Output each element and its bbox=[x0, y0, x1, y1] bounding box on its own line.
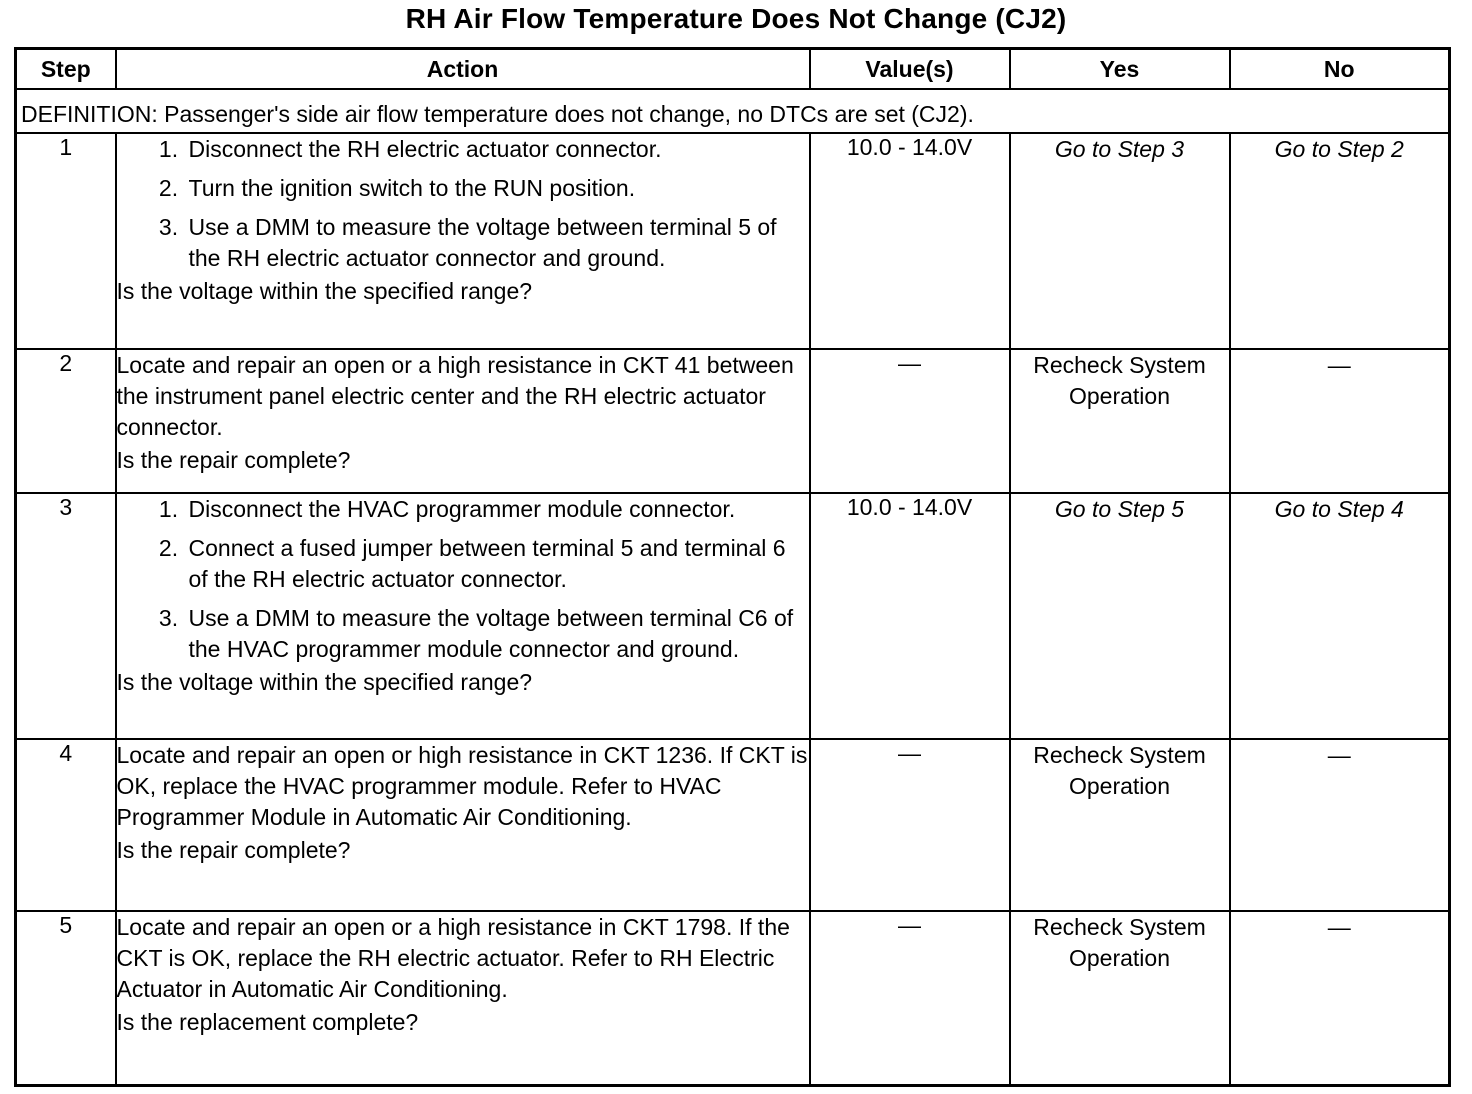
value-cell: — bbox=[810, 349, 1010, 493]
action-cell bbox=[116, 493, 810, 739]
definition-text: DEFINITION: Passenger's side air flow temperature does not change, no DTCs are set (CJ2). bbox=[16, 89, 1450, 133]
yes-cell: Go to Step 3 bbox=[1010, 133, 1230, 349]
value-cell: 10.0 - 14.0V bbox=[810, 493, 1010, 739]
action-text: Locate and repair an open or a high resistance in CKT 1798. If the CKT is OK, replace the RH electric actuator. Refer to RH Electric Actuator in Automatic Air Conditioning. bbox=[116, 914, 790, 1003]
yes-cell: Recheck System Operation bbox=[1010, 349, 1230, 493]
action-item: 3. Use a DMM to measure the voltage between terminal C6 of the HVAC programmer module connector and ground. bbox=[185, 603, 809, 665]
header-no: No bbox=[1230, 49, 1450, 90]
step-number: 4 bbox=[16, 739, 116, 911]
table-row bbox=[16, 349, 1450, 493]
yes-cell: Recheck System Operation bbox=[1010, 739, 1230, 911]
diagnostic-table bbox=[14, 47, 1451, 1087]
action-item: 2. Turn the ignition switch to the RUN position. bbox=[185, 173, 809, 204]
action-list bbox=[117, 494, 809, 665]
action-text: Locate and repair an open or a high resistance in CKT 41 between the instrument panel electric center and the RH electric actuator connector. bbox=[116, 352, 794, 441]
no-cell: Go to Step 2 bbox=[1230, 133, 1450, 349]
no-cell: Go to Step 4 bbox=[1230, 493, 1450, 739]
action-cell bbox=[116, 911, 810, 1085]
action-item: 1. Disconnect the RH electric actuator connector. bbox=[185, 134, 809, 165]
page-title: RH Air Flow Temperature Does Not Change (CJ2) bbox=[405, 3, 1067, 34]
step-number: 2 bbox=[16, 349, 116, 493]
action-item: 3. Use a DMM to measure the voltage between terminal 5 of the RH electric actuator connector and ground. bbox=[185, 212, 809, 274]
no-cell: — bbox=[1230, 911, 1450, 1085]
table-row bbox=[16, 739, 1450, 911]
value-cell: 10.0 - 14.0V bbox=[810, 133, 1010, 349]
yes-cell: Go to Step 5 bbox=[1010, 493, 1230, 739]
action-cell bbox=[116, 133, 810, 349]
no-cell: — bbox=[1230, 349, 1450, 493]
header-yes: Yes bbox=[1010, 49, 1230, 90]
action-question: Is the voltage within the specified range? bbox=[116, 669, 533, 696]
action-list bbox=[117, 134, 809, 274]
table-row bbox=[16, 911, 1450, 1085]
action-question: Is the voltage within the specified range? bbox=[116, 278, 533, 305]
header-row bbox=[16, 49, 1450, 90]
step-number: 3 bbox=[16, 493, 116, 739]
action-cell bbox=[116, 349, 810, 493]
action-question: Is the repair complete? bbox=[116, 837, 351, 864]
action-question: Is the repair complete? bbox=[116, 447, 351, 474]
table-row bbox=[16, 493, 1450, 739]
header-step: Step bbox=[16, 49, 116, 90]
action-cell bbox=[116, 739, 810, 911]
no-cell: — bbox=[1230, 739, 1450, 911]
yes-cell: Recheck System Operation bbox=[1010, 911, 1230, 1085]
header-values: Value(s) bbox=[810, 49, 1010, 90]
step-number: 5 bbox=[16, 911, 116, 1085]
table-row bbox=[16, 133, 1450, 349]
action-text: Locate and repair an open or high resistance in CKT 1236. If CKT is OK, replace the HVAC programmer module. Refer to HVAC Programmer Module in Automatic Air Conditioning. bbox=[116, 742, 808, 831]
step-number: 1 bbox=[16, 133, 116, 349]
value-cell: — bbox=[810, 739, 1010, 911]
action-question: Is the replacement complete? bbox=[116, 1009, 419, 1036]
action-item: 1. Disconnect the HVAC programmer module connector. bbox=[185, 494, 809, 525]
action-item: 2. Connect a fused jumper between terminal 5 and terminal 6 of the RH electric actuator connector. bbox=[185, 533, 809, 595]
header-action: Action bbox=[116, 49, 810, 90]
definition-row bbox=[16, 89, 1450, 133]
value-cell: — bbox=[810, 911, 1010, 1085]
